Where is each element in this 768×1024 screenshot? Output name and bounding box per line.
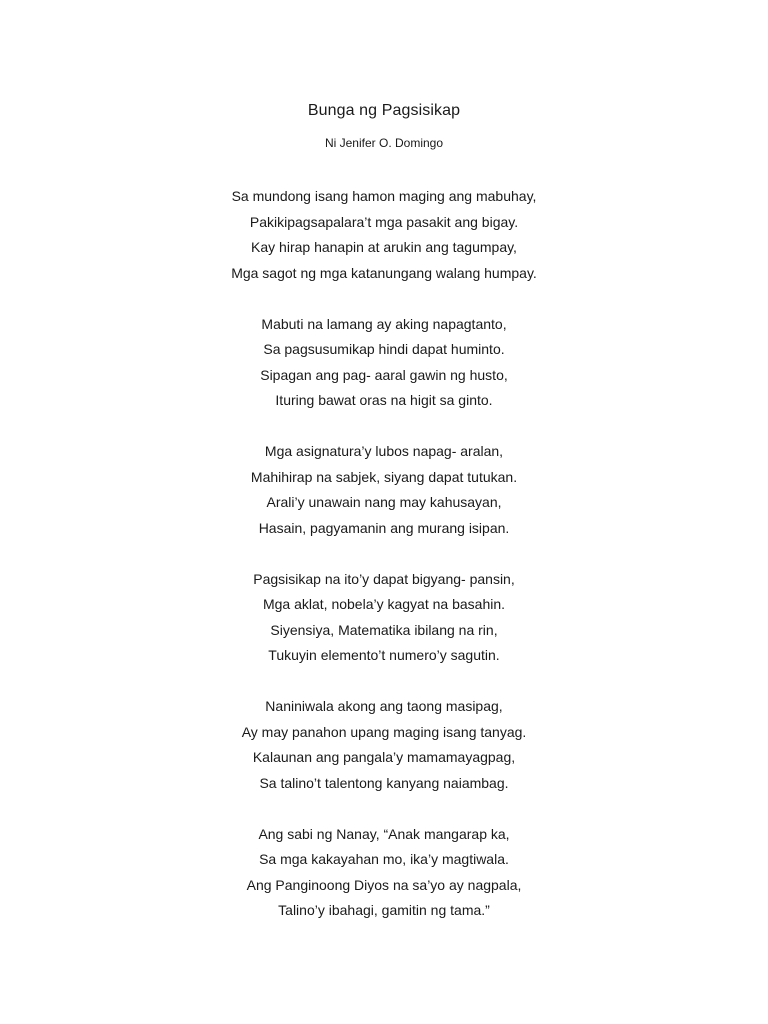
poem-line: Naniniwala akong ang taong masipag, [265, 698, 503, 714]
poem-line: Mabuti na lamang ay aking napagtanto, [261, 315, 507, 332]
poem-line: Siyensiya, Matematika ibilang na rin, [270, 621, 498, 638]
poem-line: Sa mga kakayahan mo, ika’y magtiwala. [259, 851, 509, 867]
stanza-4 [0, 567, 768, 669]
poem-title: Bunga ng Pagsisikap [307, 102, 461, 119]
poem-line: Ang Panginoong Diyos na sa’yo ay nagpala, [246, 876, 522, 893]
poem-line: Mga sagot ng mga katanungang walang humpay. [231, 264, 537, 281]
poem-line: Tukuyin elemento’t numero’y sagutin. [268, 647, 500, 663]
poem-line: Ang sabi ng Nanay, “Anak mangarap ka, [258, 825, 510, 842]
poem-line: Kalaunan ang pangala’y mamamayagpag, [252, 749, 516, 765]
poem-line: Talino’y ibahagi, gamitin ng tama.” [278, 902, 490, 918]
stanza-2 [0, 312, 768, 414]
stanza-1 [0, 184, 768, 286]
poem-line: Mahihirap na sabjek, siyang dapat tutukan. [250, 468, 518, 485]
poem-line: Ituring bawat oras na higit sa ginto. [275, 392, 493, 408]
poem-line: Sa pagsusumikap hindi dapat huminto. [263, 341, 505, 357]
poem-line: Pagsisikap na ito’y dapat bigyang- pansin, [253, 570, 515, 587]
stanza-5 [0, 694, 768, 796]
poem-line: Kay hirap hanapin at arukin ang tagumpay, [251, 239, 517, 255]
poem-line: Sipagan ang pag- aaral gawin ng husto, [260, 366, 508, 383]
poem-line: Mga asignatura’y lubos napag- aralan, [264, 443, 504, 459]
poem-line: Pakikipagsapalara’t mga pasakit ang bigay. [249, 213, 519, 230]
poem-body [0, 184, 768, 949]
poem-line: Hasain, pagyamanin ang murang isipan. [258, 519, 510, 536]
stanza-6 [0, 822, 768, 924]
stanza-3 [0, 439, 768, 541]
poem-line: Arali’y unawain nang may kahusayan, [266, 494, 502, 510]
poem-line: Mga aklat, nobela’y kagyat na basahin. [262, 596, 506, 612]
poem-author: Ni Jenifer O. Domingo [324, 136, 444, 150]
poem-line: Ay may panahon upang maging isang tanyag. [241, 723, 527, 740]
poem-line: Sa talino’t talentong kanyang naiambag. [259, 774, 509, 791]
poem-line: Sa mundong isang hamon maging ang mabuhay, [231, 188, 537, 204]
